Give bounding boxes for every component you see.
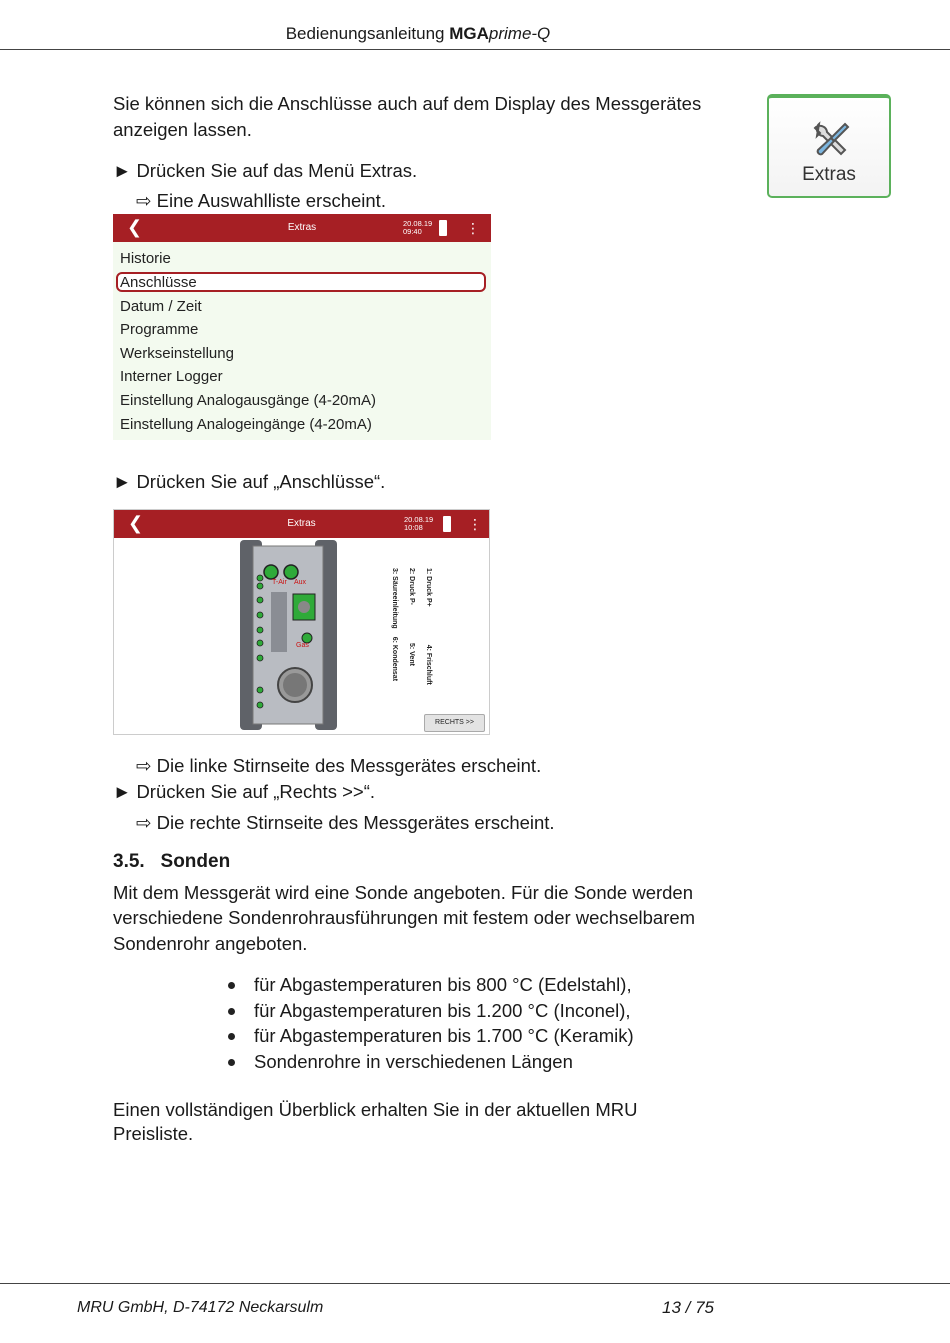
menu-item-programme[interactable]: Programme: [120, 321, 199, 338]
legend-item-6: 6: Kondensat: [391, 636, 398, 682]
extras-menu-screenshot: [113, 214, 491, 440]
step-2-action: ► Drücken Sie auf „Anschlüsse“.: [113, 471, 386, 492]
page-header: Bedienungsanleitung MGAprime-Q: [285, 24, 551, 43]
section-heading: 3.5. Sonden: [113, 851, 231, 872]
bullet-item-4: Sondenrohre in verschiedenen Längen: [254, 1051, 573, 1072]
menu-item-anschluesse[interactable]: Anschlüsse: [120, 274, 197, 291]
bullet-marker: [228, 1008, 235, 1015]
step-1-result: ⇨ Eine Auswahlliste erscheint.: [136, 190, 386, 211]
header-divider: [0, 49, 950, 50]
app-bar-title: Extras: [287, 518, 316, 529]
intro-line-1: Sie können sich die Anschlüsse auch auf dem Display des Messgerätes: [113, 93, 702, 114]
page-number: 13 / 75: [662, 1298, 714, 1317]
port-label-aux: Aux: [294, 579, 307, 586]
intro-line-2: anzeigen lassen.: [113, 119, 252, 140]
connections-screenshot: [113, 509, 490, 735]
more-vert-icon[interactable]: ⋮: [466, 220, 480, 236]
footer-company: MRU GmbH, D-74172 Neckarsulm: [77, 1299, 324, 1316]
extras-button-label: Extras: [802, 164, 856, 185]
step-3-result-2: ⇨ Die rechte Stirnseite des Messgerätes erscheint.: [136, 812, 555, 833]
legend-item-4: 4: Frischluft: [425, 644, 432, 685]
app-bar: [113, 214, 491, 242]
port-label-gas: Gas: [296, 642, 309, 649]
device-side-panel-illustration: [237, 540, 347, 732]
extras-button[interactable]: [767, 94, 891, 198]
section-para-line-3: Sondenrohr angeboten.: [113, 933, 308, 954]
app-bar-title: Extras: [287, 222, 317, 233]
bullet-item-2: für Abgastemperaturen bis 1.200 °C (Inconel),: [254, 1000, 631, 1021]
bullet-marker: [228, 1059, 235, 1066]
app-bar-datetime: 20.08.19 09:40: [403, 219, 433, 236]
menu-item-analogausgaenge[interactable]: Einstellung Analogausgänge (4-20mA): [120, 392, 377, 409]
more-vert-icon[interactable]: ⋮: [468, 516, 482, 532]
menu-item-analogeingaenge[interactable]: Einstellung Analogeingänge (4-20mA): [120, 416, 372, 433]
battery-icon: [439, 220, 447, 236]
app-bar: [114, 510, 489, 538]
brand-suffix: prime-Q: [488, 24, 551, 43]
menu-item-historie[interactable]: Historie: [120, 250, 171, 267]
step-3-result-1: ⇨ Die linke Stirnseite des Messgerätes erscheint.: [136, 755, 542, 776]
legend-item-2: 2: Druck P-: [408, 568, 415, 605]
step-1-action: ► Drücken Sie auf das Menü Extras.: [113, 160, 418, 181]
rechts-button[interactable]: RECHTS >>: [424, 714, 485, 732]
back-icon[interactable]: ❮: [127, 217, 143, 237]
bullet-item-3: für Abgastemperaturen bis 1.700 °C (Keramik): [254, 1025, 634, 1046]
step-3-action: ► Drücken Sie auf „Rechts >>“.: [113, 781, 375, 802]
tools-icon: [811, 120, 851, 160]
bullet-item-1: für Abgastemperaturen bis 800 °C (Edelstahl),: [254, 974, 632, 995]
bullet-marker: [228, 1033, 235, 1040]
port-label-t-air: T-Air: [272, 579, 287, 586]
section-para-line-1: Mit dem Messgerät wird eine Sonde angeboten. Für die Sonde werden: [113, 882, 694, 903]
section-para-line-2: verschiedene Sondenrohrausführungen mit festem oder wechselbarem: [113, 907, 696, 928]
legend-item-3: 3: Säureeinleitung: [391, 568, 398, 629]
closing-line-2: Preisliste.: [113, 1123, 194, 1144]
legend-item-1: 1: Druck P+: [425, 568, 432, 607]
battery-icon: [443, 516, 451, 532]
menu-item-interner-logger[interactable]: Interner Logger: [120, 368, 223, 385]
footer-divider: [0, 1283, 950, 1284]
bullet-marker: [228, 982, 235, 989]
menu-item-werkseinstellung[interactable]: Werkseinstellung: [120, 345, 234, 362]
back-icon[interactable]: ❮: [128, 513, 144, 533]
closing-line-1: Einen vollständigen Überblick erhalten Sie in der aktuellen MRU: [113, 1099, 638, 1120]
app-bar-datetime: 20.08.19 10:08: [404, 515, 434, 532]
menu-item-datum-zeit[interactable]: Datum / Zeit: [120, 298, 202, 315]
brand-name: MGA: [449, 24, 489, 43]
legend-item-5: 5: Vent: [408, 642, 415, 666]
